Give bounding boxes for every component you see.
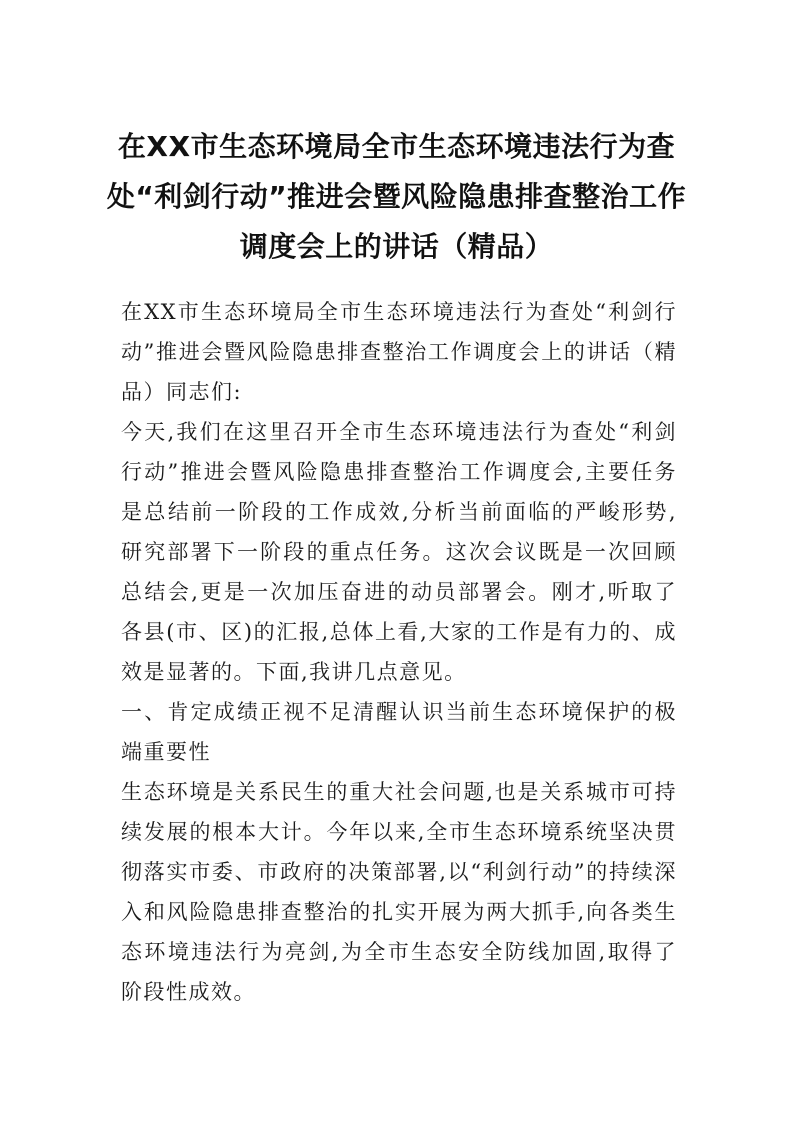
body-paragraph: 生态环境是关系民生的重大社会问题,也是关系城市可持续发展的根本大计。今年以来,全市生态环境系统坚决贯彻落实市委、市政府的决策部署,以“利剑行动”的持续深入和风险隐患排查整治的扎实开展为两大抓手,向各类生态环境违法行为亮剑,为全市生态安全防线加固,取得了阶段性成效。 xyxy=(121,780,677,1004)
opening-paragraph: 在XX市生态环境局全市生态环境违法行为查处“利剑行动”推进会暨风险隐患排查整治工作调度会上的讲话（精品）同志们: xyxy=(121,300,677,404)
body-paragraph: 今天,我们在这里召开全市生态环境违法行为查处“利剑行动”推进会暨风险隐患排查整治工作调度会,主要任务是总结前一阶段的工作成效,分析当前面临的严峻形势,研究部署下一阶段的重点任务。这次会议既是一次回顾总结会,更是一次加压奋进的动员部署会。刚才,听取了各县(市、区)的汇报,总体上看,大家的工作是有力的、成效是显著的。下面,我讲几点意见。 xyxy=(121,420,677,684)
document-title: 在XX市生态环境局全市生态环境违法行为查处“利剑行动”推进会暨风险隐患排查整治工作调度会上的讲话（精品） xyxy=(106,130,687,263)
document-body xyxy=(121,292,677,1012)
section-heading: 一、肯定成绩正视不足清醒认识当前生态环境保护的极端重要性 xyxy=(121,700,677,764)
